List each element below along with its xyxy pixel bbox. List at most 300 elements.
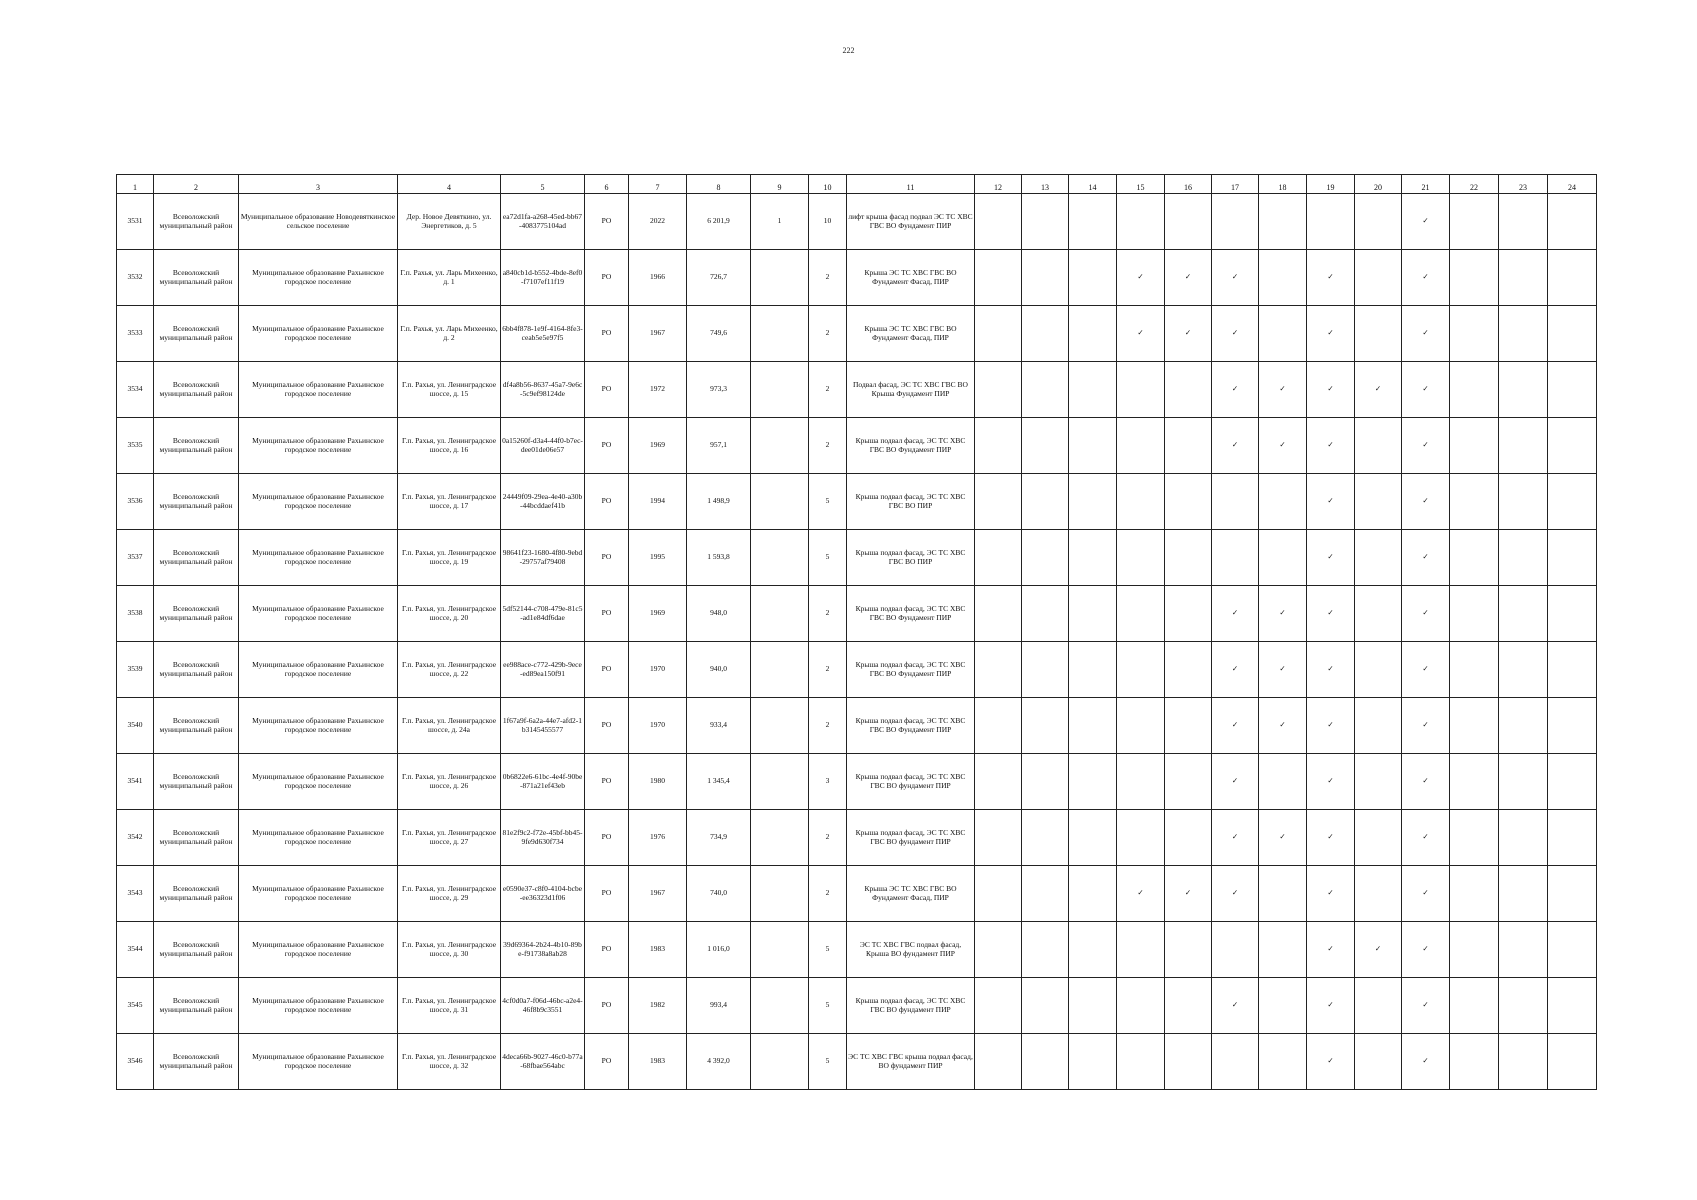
district-cell: Всеволожский муниципальный район	[154, 306, 239, 362]
col23-cell	[1499, 978, 1548, 1034]
col24-cell	[1548, 866, 1597, 922]
code-cell: 4deca66b-9027-46c0-b77a-68fbae564abc	[501, 1034, 585, 1090]
col15-check: ✓	[1117, 306, 1165, 362]
row-number: 3539	[117, 642, 154, 698]
col15-check	[1117, 194, 1165, 250]
municipality-cell: Муниципальное образование Рахьинское городское поселение	[239, 530, 398, 586]
col14-cell	[1069, 866, 1117, 922]
col13-cell	[1022, 474, 1069, 530]
col13-cell	[1022, 194, 1069, 250]
column-header-7: 7	[629, 175, 687, 194]
col10-cell: 2	[809, 418, 847, 474]
col16-check	[1165, 586, 1212, 642]
col12-cell	[975, 866, 1022, 922]
col19-check: ✓	[1307, 586, 1355, 642]
municipality-cell: Муниципальное образование Рахьинское городское поселение	[239, 698, 398, 754]
area-cell: 734,9	[687, 810, 751, 866]
works-cell: Крыша подвал фасад, ЭС ТС ХВС ГВС ВО ПИР	[847, 474, 975, 530]
col22-cell	[1450, 866, 1499, 922]
col21-check: ✓	[1402, 418, 1450, 474]
district-cell: Всеволожский муниципальный район	[154, 194, 239, 250]
address-cell: Г.п. Рахья, ул. Ленинградское шоссе, д. 32	[398, 1034, 501, 1090]
org-cell: РО	[585, 194, 629, 250]
col18-check	[1259, 1034, 1307, 1090]
address-cell: Г.п. Рахья, ул. Ленинградское шоссе, д. 15	[398, 362, 501, 418]
area-cell: 749,6	[687, 306, 751, 362]
col17-check: ✓	[1212, 306, 1259, 362]
col15-check	[1117, 978, 1165, 1034]
table-row	[117, 978, 1597, 1034]
col24-cell	[1548, 1034, 1597, 1090]
col22-cell	[1450, 698, 1499, 754]
org-cell: РО	[585, 922, 629, 978]
col9-cell	[751, 474, 809, 530]
org-cell: РО	[585, 642, 629, 698]
column-header-23: 23	[1499, 175, 1548, 194]
col10-cell: 5	[809, 922, 847, 978]
col15-check	[1117, 362, 1165, 418]
col16-check: ✓	[1165, 866, 1212, 922]
col17-check	[1212, 530, 1259, 586]
col9-cell	[751, 362, 809, 418]
col9-cell	[751, 418, 809, 474]
municipality-cell: Муниципальное образование Рахьинское городское поселение	[239, 418, 398, 474]
col16-check	[1165, 194, 1212, 250]
col10-cell: 10	[809, 194, 847, 250]
area-cell: 973,3	[687, 362, 751, 418]
col10-cell: 5	[809, 1034, 847, 1090]
district-cell: Всеволожский муниципальный район	[154, 586, 239, 642]
col20-check	[1355, 698, 1402, 754]
col22-cell	[1450, 530, 1499, 586]
row-number: 3545	[117, 978, 154, 1034]
col9-cell: 1	[751, 194, 809, 250]
col16-check	[1165, 698, 1212, 754]
col15-check	[1117, 586, 1165, 642]
district-cell: Всеволожский муниципальный район	[154, 362, 239, 418]
col23-cell	[1499, 194, 1548, 250]
col20-check	[1355, 586, 1402, 642]
works-cell: Крыша подвал фасад, ЭС ТС ХВС ГВС ВО Фундамент ПИР	[847, 418, 975, 474]
municipality-cell: Муниципальное образование Рахьинское городское поселение	[239, 978, 398, 1034]
col12-cell	[975, 810, 1022, 866]
municipality-cell: Муниципальное образование Рахьинское городское поселение	[239, 250, 398, 306]
col20-check	[1355, 866, 1402, 922]
col14-cell	[1069, 586, 1117, 642]
col20-check	[1355, 810, 1402, 866]
table-row	[117, 250, 1597, 306]
col18-check: ✓	[1259, 418, 1307, 474]
col20-check	[1355, 978, 1402, 1034]
col23-cell	[1499, 250, 1548, 306]
table-row	[117, 698, 1597, 754]
address-cell: Г.п. Рахья, ул. Ленинградское шоссе, д. 27	[398, 810, 501, 866]
org-cell: РО	[585, 530, 629, 586]
col12-cell	[975, 754, 1022, 810]
year-cell: 1969	[629, 586, 687, 642]
municipality-cell: Муниципальное образование Рахьинское городское поселение	[239, 586, 398, 642]
col21-check: ✓	[1402, 922, 1450, 978]
col22-cell	[1450, 642, 1499, 698]
col12-cell	[975, 922, 1022, 978]
col12-cell	[975, 362, 1022, 418]
col24-cell	[1548, 418, 1597, 474]
district-cell: Всеволожский муниципальный район	[154, 1034, 239, 1090]
org-cell: РО	[585, 418, 629, 474]
code-cell: 24449f09-29ea-4e40-a30b-44bcddaef41b	[501, 474, 585, 530]
col22-cell	[1450, 418, 1499, 474]
col18-check	[1259, 530, 1307, 586]
col20-check: ✓	[1355, 922, 1402, 978]
works-cell: Крыша ЭС ТС ХВС ГВС ВО Фундамент Фасад, ПИР	[847, 306, 975, 362]
works-cell: ЭС ТС ХВС ГВС крыша подвал фасад, ВО фундамент ПИР	[847, 1034, 975, 1090]
code-cell: 6bb4f878-1e9f-4164-8fe3-ceab5e5e97f5	[501, 306, 585, 362]
column-header-15: 15	[1117, 175, 1165, 194]
col20-check	[1355, 754, 1402, 810]
col16-check	[1165, 978, 1212, 1034]
col23-cell	[1499, 1034, 1548, 1090]
col23-cell	[1499, 866, 1548, 922]
column-header-19: 19	[1307, 175, 1355, 194]
col21-check: ✓	[1402, 250, 1450, 306]
col10-cell: 2	[809, 250, 847, 306]
col12-cell	[975, 194, 1022, 250]
col13-cell	[1022, 306, 1069, 362]
col17-check: ✓	[1212, 866, 1259, 922]
column-header-3: 3	[239, 175, 398, 194]
column-header-17: 17	[1212, 175, 1259, 194]
col19-check: ✓	[1307, 418, 1355, 474]
address-cell: Г.п. Рахья, ул. Ленинградское шоссе, д. 31	[398, 978, 501, 1034]
col17-check: ✓	[1212, 418, 1259, 474]
column-header-12: 12	[975, 175, 1022, 194]
col19-check: ✓	[1307, 530, 1355, 586]
column-header-16: 16	[1165, 175, 1212, 194]
col19-check: ✓	[1307, 474, 1355, 530]
col13-cell	[1022, 530, 1069, 586]
col12-cell	[975, 418, 1022, 474]
col16-check: ✓	[1165, 250, 1212, 306]
address-cell: Г.п. Рахья, ул. Ленинградское шоссе, д. 26	[398, 754, 501, 810]
year-cell: 1994	[629, 474, 687, 530]
col17-check: ✓	[1212, 362, 1259, 418]
col21-check: ✓	[1402, 978, 1450, 1034]
row-number: 3542	[117, 810, 154, 866]
col21-check: ✓	[1402, 866, 1450, 922]
col22-cell	[1450, 810, 1499, 866]
district-cell: Всеволожский муниципальный район	[154, 250, 239, 306]
year-cell: 1983	[629, 1034, 687, 1090]
col21-check: ✓	[1402, 1034, 1450, 1090]
column-header-11: 11	[847, 175, 975, 194]
col12-cell	[975, 530, 1022, 586]
column-header-18: 18	[1259, 175, 1307, 194]
col19-check: ✓	[1307, 306, 1355, 362]
address-cell: Г.п. Рахья, ул. Ленинградское шоссе, д. 16	[398, 418, 501, 474]
col22-cell	[1450, 922, 1499, 978]
col17-check: ✓	[1212, 586, 1259, 642]
col13-cell	[1022, 418, 1069, 474]
col15-check	[1117, 754, 1165, 810]
col18-check: ✓	[1259, 642, 1307, 698]
col23-cell	[1499, 810, 1548, 866]
col22-cell	[1450, 586, 1499, 642]
col18-check	[1259, 922, 1307, 978]
col24-cell	[1548, 978, 1597, 1034]
col10-cell: 5	[809, 474, 847, 530]
row-number: 3535	[117, 418, 154, 474]
col15-check	[1117, 698, 1165, 754]
col10-cell: 2	[809, 306, 847, 362]
district-cell: Всеволожский муниципальный район	[154, 530, 239, 586]
address-cell: Г.п. Рахья, ул. Ленинградское шоссе, д. 20	[398, 586, 501, 642]
column-header-14: 14	[1069, 175, 1117, 194]
row-number: 3532	[117, 250, 154, 306]
year-cell: 1969	[629, 418, 687, 474]
col9-cell	[751, 698, 809, 754]
table-row	[117, 362, 1597, 418]
col23-cell	[1499, 698, 1548, 754]
address-cell: Дер. Новое Девяткино, ул. Энергетиков, д. 5	[398, 194, 501, 250]
col18-check	[1259, 754, 1307, 810]
district-cell: Всеволожский муниципальный район	[154, 810, 239, 866]
col13-cell	[1022, 754, 1069, 810]
works-cell: лифт крыша фасад подвал ЭС ТС ХВС ГВС ВО Фундамент ПИР	[847, 194, 975, 250]
org-cell: РО	[585, 362, 629, 418]
col15-check	[1117, 1034, 1165, 1090]
col16-check	[1165, 530, 1212, 586]
col14-cell	[1069, 754, 1117, 810]
col9-cell	[751, 1034, 809, 1090]
col22-cell	[1450, 754, 1499, 810]
col24-cell	[1548, 362, 1597, 418]
municipality-cell: Муниципальное образование Новодевяткинское сельское поселение	[239, 194, 398, 250]
municipality-cell: Муниципальное образование Рахьинское городское поселение	[239, 810, 398, 866]
col18-check: ✓	[1259, 586, 1307, 642]
address-cell: Г.п. Рахья, ул. Ленинградское шоссе, д. 29	[398, 866, 501, 922]
table-row	[117, 194, 1597, 250]
area-cell: 948,0	[687, 586, 751, 642]
code-cell: e0590e37-c8f0-4104-bcbe-ee36323d1f06	[501, 866, 585, 922]
row-number: 3543	[117, 866, 154, 922]
col18-check	[1259, 250, 1307, 306]
col22-cell	[1450, 474, 1499, 530]
col13-cell	[1022, 1034, 1069, 1090]
col20-check	[1355, 474, 1402, 530]
col21-check: ✓	[1402, 362, 1450, 418]
code-cell: 0b6822e6-61bc-4e4f-90be-871a21ef43eb	[501, 754, 585, 810]
col9-cell	[751, 530, 809, 586]
col12-cell	[975, 474, 1022, 530]
column-header-24: 24	[1548, 175, 1597, 194]
col19-check	[1307, 194, 1355, 250]
row-number: 3534	[117, 362, 154, 418]
col10-cell: 2	[809, 866, 847, 922]
col24-cell	[1548, 250, 1597, 306]
code-cell: 39d69364-2b24-4b10-89be-f91738a8ab28	[501, 922, 585, 978]
col13-cell	[1022, 642, 1069, 698]
col18-check	[1259, 978, 1307, 1034]
column-header-8: 8	[687, 175, 751, 194]
area-cell: 4 392,0	[687, 1034, 751, 1090]
col16-check	[1165, 1034, 1212, 1090]
col21-check: ✓	[1402, 586, 1450, 642]
area-cell: 1 593,8	[687, 530, 751, 586]
works-cell: Крыша подвал фасад, ЭС ТС ХВС ГВС ВО фундамент ПИР	[847, 978, 975, 1034]
works-cell: Крыша подвал фасад, ЭС ТС ХВС ГВС ВО фундамент ПИР	[847, 754, 975, 810]
row-number: 3541	[117, 754, 154, 810]
header-row	[117, 175, 1597, 194]
table-row	[117, 418, 1597, 474]
housing-registry-table	[116, 174, 1597, 1090]
col12-cell	[975, 586, 1022, 642]
col18-check	[1259, 306, 1307, 362]
col20-check	[1355, 642, 1402, 698]
col19-check: ✓	[1307, 362, 1355, 418]
address-cell: Г.п. Рахья, ул. Ленинградское шоссе, д. 24а	[398, 698, 501, 754]
table-row	[117, 810, 1597, 866]
area-cell: 940,0	[687, 642, 751, 698]
col12-cell	[975, 698, 1022, 754]
col9-cell	[751, 754, 809, 810]
col19-check: ✓	[1307, 810, 1355, 866]
col18-check	[1259, 866, 1307, 922]
col24-cell	[1548, 642, 1597, 698]
column-header-1: 1	[117, 175, 154, 194]
col23-cell	[1499, 922, 1548, 978]
col17-check	[1212, 922, 1259, 978]
col24-cell	[1548, 754, 1597, 810]
col20-check	[1355, 530, 1402, 586]
col14-cell	[1069, 1034, 1117, 1090]
col24-cell	[1548, 810, 1597, 866]
col14-cell	[1069, 698, 1117, 754]
column-header-13: 13	[1022, 175, 1069, 194]
row-number: 3531	[117, 194, 154, 250]
col19-check: ✓	[1307, 754, 1355, 810]
col23-cell	[1499, 306, 1548, 362]
works-cell: ЭС ТС ХВС ГВС подвал фасад, Крыша ВО фундамент ПИР	[847, 922, 975, 978]
org-cell: РО	[585, 306, 629, 362]
code-cell: df4a8b56-8637-45a7-9e6c-5c9ef98124de	[501, 362, 585, 418]
col13-cell	[1022, 698, 1069, 754]
code-cell: ea72d1fa-a268-45ed-bb67-4083775104ad	[501, 194, 585, 250]
col13-cell	[1022, 922, 1069, 978]
table-row	[117, 586, 1597, 642]
col15-check: ✓	[1117, 250, 1165, 306]
table-row	[117, 474, 1597, 530]
table-row	[117, 866, 1597, 922]
col14-cell	[1069, 978, 1117, 1034]
col14-cell	[1069, 418, 1117, 474]
col13-cell	[1022, 250, 1069, 306]
col14-cell	[1069, 194, 1117, 250]
municipality-cell: Муниципальное образование Рахьинское городское поселение	[239, 1034, 398, 1090]
col13-cell	[1022, 810, 1069, 866]
col14-cell	[1069, 922, 1117, 978]
col18-check	[1259, 474, 1307, 530]
col16-check	[1165, 418, 1212, 474]
col17-check: ✓	[1212, 642, 1259, 698]
col19-check: ✓	[1307, 922, 1355, 978]
col20-check	[1355, 194, 1402, 250]
year-cell: 1980	[629, 754, 687, 810]
year-cell: 1967	[629, 866, 687, 922]
col14-cell	[1069, 642, 1117, 698]
col19-check: ✓	[1307, 978, 1355, 1034]
col15-check	[1117, 474, 1165, 530]
col14-cell	[1069, 306, 1117, 362]
org-cell: РО	[585, 250, 629, 306]
table-row	[117, 754, 1597, 810]
works-cell: Крыша подвал фасад, ЭС ТС ХВС ГВС ВО ПИР	[847, 530, 975, 586]
col19-check: ✓	[1307, 698, 1355, 754]
col18-check	[1259, 194, 1307, 250]
municipality-cell: Муниципальное образование Рахьинское городское поселение	[239, 362, 398, 418]
col12-cell	[975, 250, 1022, 306]
address-cell: Г.п. Рахья, ул. Ларь Михеенко, д. 1	[398, 250, 501, 306]
org-cell: РО	[585, 1034, 629, 1090]
works-cell: Крыша ЭС ТС ХВС ГВС ВО Фундамент Фасад, ПИР	[847, 866, 975, 922]
works-cell: Крыша ЭС ТС ХВС ГВС ВО Фундамент Фасад, ПИР	[847, 250, 975, 306]
col21-check: ✓	[1402, 754, 1450, 810]
col18-check: ✓	[1259, 810, 1307, 866]
col16-check	[1165, 810, 1212, 866]
works-cell: Крыша подвал фасад, ЭС ТС ХВС ГВС ВО Фундамент ПИР	[847, 586, 975, 642]
col19-check: ✓	[1307, 1034, 1355, 1090]
col21-check: ✓	[1402, 698, 1450, 754]
col23-cell	[1499, 530, 1548, 586]
col16-check: ✓	[1165, 306, 1212, 362]
column-header-9: 9	[751, 175, 809, 194]
col15-check	[1117, 810, 1165, 866]
col22-cell	[1450, 250, 1499, 306]
column-header-22: 22	[1450, 175, 1499, 194]
row-number: 3546	[117, 1034, 154, 1090]
works-cell: Крыша подвал фасад, ЭС ТС ХВС ГВС ВО Фундамент ПИР	[847, 698, 975, 754]
col10-cell: 2	[809, 362, 847, 418]
address-cell: Г.п. Рахья, ул. Ленинградское шоссе, д. 22	[398, 642, 501, 698]
year-cell: 1972	[629, 362, 687, 418]
org-cell: РО	[585, 754, 629, 810]
year-cell: 1970	[629, 698, 687, 754]
col13-cell	[1022, 978, 1069, 1034]
municipality-cell: Муниципальное образование Рахьинское городское поселение	[239, 922, 398, 978]
col14-cell	[1069, 810, 1117, 866]
col16-check	[1165, 642, 1212, 698]
col17-check	[1212, 474, 1259, 530]
works-cell: Крыша подвал фасад, ЭС ТС ХВС ГВС ВО фундамент ПИР	[847, 810, 975, 866]
col15-check	[1117, 530, 1165, 586]
area-cell: 740,0	[687, 866, 751, 922]
col21-check: ✓	[1402, 530, 1450, 586]
year-cell: 1967	[629, 306, 687, 362]
area-cell: 1 016,0	[687, 922, 751, 978]
address-cell: Г.п. Рахья, ул. Ленинградское шоссе, д. 19	[398, 530, 501, 586]
col20-check	[1355, 250, 1402, 306]
row-number: 3537	[117, 530, 154, 586]
col9-cell	[751, 866, 809, 922]
col9-cell	[751, 978, 809, 1034]
col9-cell	[751, 586, 809, 642]
address-cell: Г.п. Рахья, ул. Ларь Михеенко, д. 2	[398, 306, 501, 362]
col15-check: ✓	[1117, 866, 1165, 922]
district-cell: Всеволожский муниципальный район	[154, 642, 239, 698]
col15-check	[1117, 922, 1165, 978]
column-header-2: 2	[154, 175, 239, 194]
col20-check: ✓	[1355, 362, 1402, 418]
row-number: 3536	[117, 474, 154, 530]
